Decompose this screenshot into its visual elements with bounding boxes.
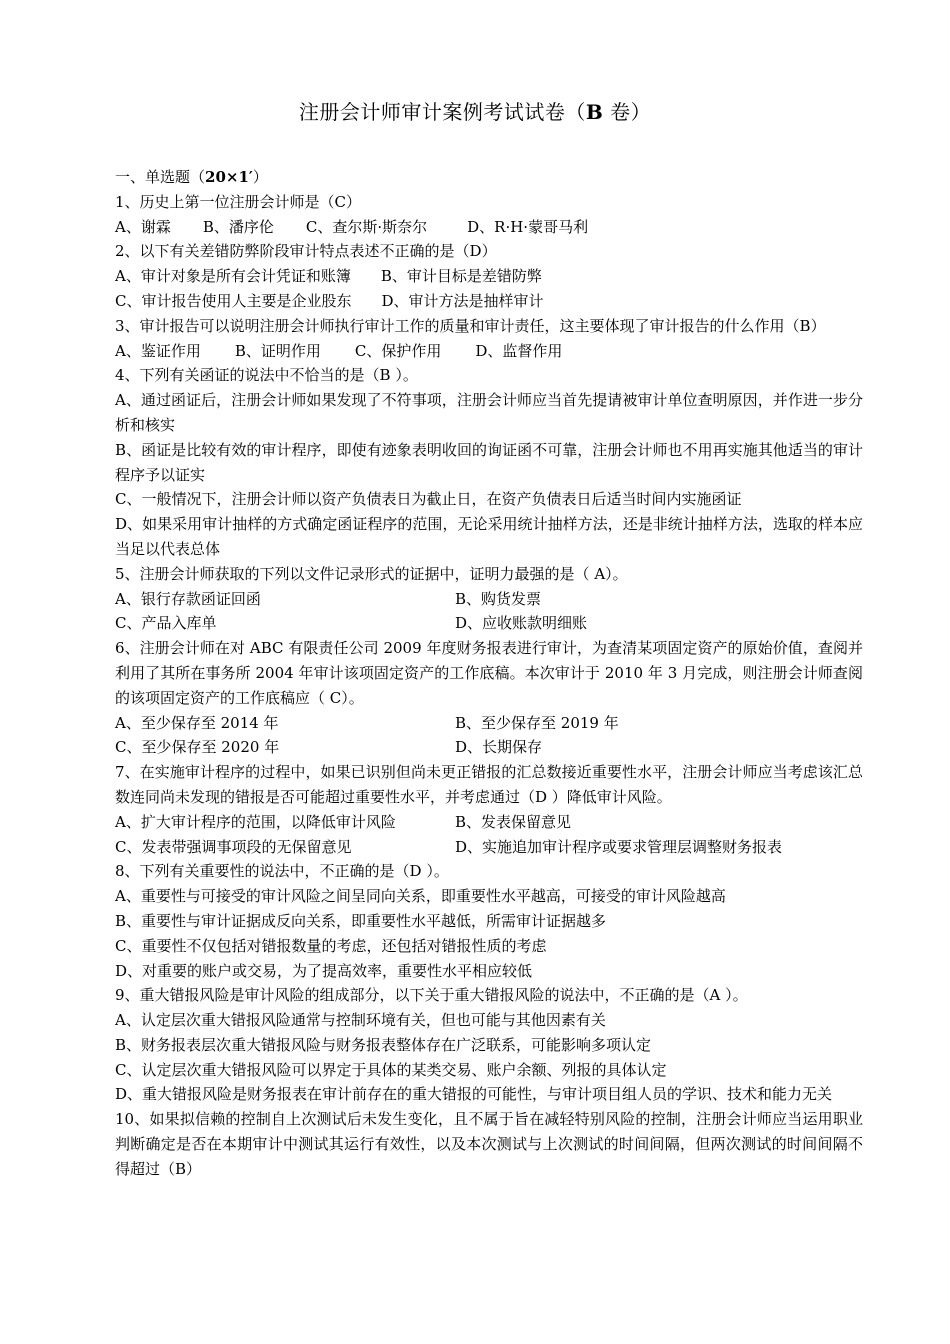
question-6: 6、注册会计师在对 ABC 有限责任公司 2009 年度财务报表进行审计，为查清某项固定资产的原始价值，查阅并利用了其所在事务所 2004 年审计该项固定资产的工作底稿。本次审计于 2010 年 3 月完成，则注册会计师查阅的该项固定资产的工作底稿应（ C）。 — [115, 639, 863, 707]
q5-options-ab — [115, 587, 863, 612]
q7-options-ab — [115, 810, 863, 835]
section-score: 20×1′ — [205, 168, 253, 186]
q4-option-c: C、一般情况下，注册会计师以资产负债表日为截止日，在资产负债表日后适当时间内实施函证 — [115, 490, 742, 509]
question-7: 7、在实施审计程序的过程中，如果已识别但尚未更正错报的汇总数接近重要性水平，注册会计师应当考虑该汇总数连同尚未发现的错报是否可能超过重要性水平，并考虑通过（D ）降低审计风险。 — [115, 763, 863, 806]
q7-option-c: C、发表带强调事项段的无保留意见 — [115, 837, 352, 856]
question-3: 3、审计报告可以说明注册会计师执行审计工作的质量和审计责任，这主要体现了审计报告的什么作用（B） — [115, 316, 826, 335]
q1-option-a: A、谢霖 — [115, 217, 171, 236]
q7-option-d: D、实施追加审计程序或要求管理层调整财务报表 — [455, 837, 783, 856]
q7-option-a: A、扩大审计程序的范围，以降低审计风险 — [115, 812, 396, 831]
q4-option-d: D、如果采用审计抽样的方式确定函证程序的范围，无论采用统计抽样方法，还是非统计抽样方法，选取的样本应当足以代表总体 — [115, 515, 863, 558]
q5-option-a: A、银行存款函证回函 — [115, 589, 261, 608]
section-heading — [115, 165, 863, 190]
q3-option-c: C、保护作用 — [354, 341, 442, 360]
question-9: 9、重大错报风险是审计风险的组成部分，以下关于重大错报风险的说法中，不正确的是（A ）。 — [115, 986, 748, 1005]
question-2-options-cd — [115, 289, 863, 314]
q6-options-cd — [115, 735, 863, 760]
q8-option-d: D、对重要的账户或交易，为了提高效率，重要性水平相应较低 — [115, 961, 533, 980]
question-1: 1、历史上第一位注册会计师是（C） — [115, 192, 362, 211]
q2-option-c: C、审计报告使用人主要是企业股东 — [115, 291, 352, 310]
q4-option-a: A、通过函证后，注册会计师如果发现了不符事项，注册会计师应当首先提请被审计单位查明原因，并作进一步分析和核实 — [115, 391, 863, 434]
q1-option-d: D、R·H·蒙哥马利 — [467, 217, 589, 236]
section-heading-text: 一、单选题（ — [115, 168, 206, 186]
question-3-options — [115, 339, 863, 364]
exam-content — [115, 165, 863, 1182]
question-2: 2、以下有关差错防弊阶段审计特点表述不正确的是（D） — [115, 242, 497, 261]
q6-option-d: D、长期保存 — [455, 738, 543, 757]
title-end: 卷） — [603, 100, 652, 124]
q2-option-d: D、审计方法是抽样审计 — [381, 291, 544, 310]
q2-option-b: B、审计目标是差错防弊 — [380, 267, 542, 286]
q9-option-a: A、认定层次重大错报风险通常与控制环境有关，但也可能与其他因素有关 — [115, 1011, 606, 1030]
question-4: 4、下列有关函证的说法中不恰当的是（B ）。 — [115, 366, 418, 385]
q3-option-a: A、鉴证作用 — [115, 341, 201, 360]
q2-option-a: A、审计对象是所有会计凭证和账簿 — [115, 267, 351, 286]
q7-options-cd — [115, 835, 863, 860]
q9-option-b: B、财务报表层次重大错报风险与财务报表整体存在广泛联系，可能影响多项认定 — [115, 1035, 652, 1054]
title-text: 注册会计师审计案例考试试卷（ — [298, 100, 586, 124]
q1-option-b: B、潘序伦 — [202, 217, 274, 236]
q8-option-c: C、重要性不仅包括对错报数量的考虑，还包括对错报性质的考虑 — [115, 936, 547, 955]
q9-option-c: C、认定层次重大错报风险可以界定于具体的某类交易、账户余额、列报的具体认定 — [115, 1060, 667, 1079]
question-8: 8、下列有关重要性的说法中，不正确的是（D ）。 — [115, 862, 449, 881]
q1-option-c: C、查尔斯·斯奈尔 — [305, 217, 428, 236]
q9-option-d: D、重大错报风险是财务报表在审计前存在的重大错报的可能性，与审计项目组人员的学识、技术和能力无关 — [115, 1085, 833, 1104]
q8-option-b: B、重要性与审计证据成反向关系，即重要性水平越低，所需审计证据越多 — [115, 911, 607, 930]
q5-options-cd — [115, 611, 863, 636]
q8-option-a: A、重要性与可接受的审计风险之间呈同向关系，即重要性水平越高，可接受的审计风险越高 — [115, 887, 726, 906]
q3-option-b: B、证明作用 — [234, 341, 321, 360]
exam-title — [0, 98, 950, 126]
q6-options-ab — [115, 711, 863, 736]
q3-option-d: D、监督作用 — [475, 341, 563, 360]
question-10: 10、如果拟信赖的控制自上次测试后未发生变化，且不属于旨在减轻特别风险的控制，注册会计师应当运用职业判断确定是否在本期审计中测试其运行有效性，以及本次测试与上次测试的时间间隔，但两次测试的时间间隔不得超过（B） — [115, 1110, 863, 1178]
q7-option-b: B、发表保留意见 — [455, 812, 572, 831]
question-5: 5、注册会计师获取的下列以文件记录形式的证据中，证明力最强的是（ A）。 — [115, 564, 628, 583]
q5-option-d: D、应收账款明细账 — [455, 614, 588, 633]
q4-option-b: B、函证是比较有效的审计程序，即使有迹象表明收回的询证函不可靠，注册会计师也不用再实施其他适当的审计程序予以证实 — [115, 440, 863, 484]
q5-option-b: B、购货发票 — [455, 589, 542, 608]
question-1-options — [115, 215, 863, 240]
q6-option-a: A、至少保存至 2014 年 — [115, 713, 279, 732]
section-heading-end: ） — [252, 168, 268, 186]
title-paper-letter: B — [585, 100, 604, 124]
question-2-options-ab — [115, 264, 863, 289]
q6-option-b: B、至少保存至 2019 年 — [455, 713, 619, 732]
q6-option-c: C、至少保存至 2020 年 — [115, 738, 280, 757]
q5-option-c: C、产品入库单 — [115, 614, 217, 633]
